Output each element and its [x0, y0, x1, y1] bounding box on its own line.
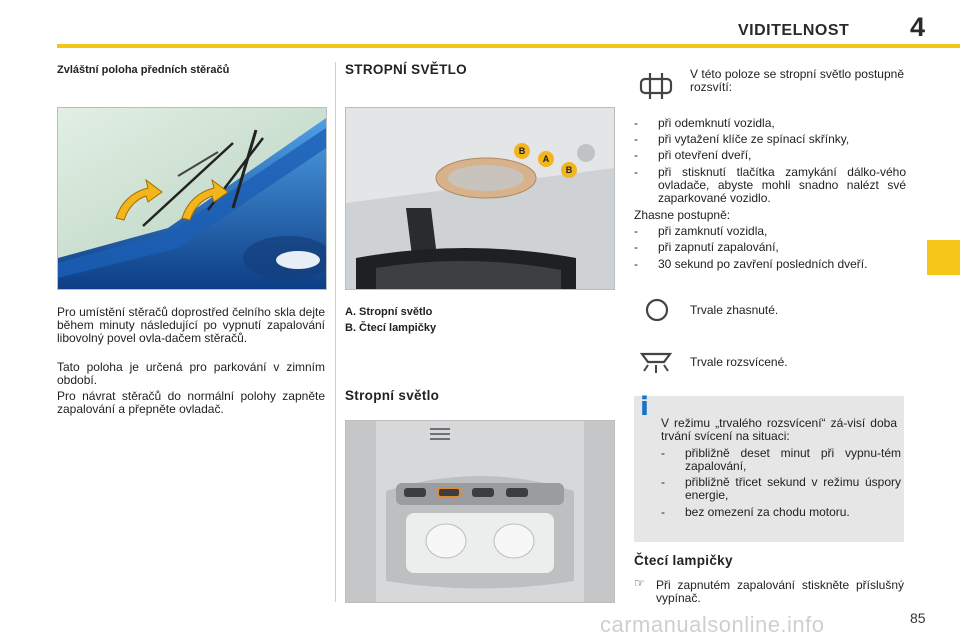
header-rule [57, 44, 960, 48]
ceiling-light-heading: STROPNÍ SVĚTLO [345, 62, 467, 77]
list-dash: - [634, 116, 638, 130]
chapter-tab [927, 240, 960, 275]
info-item-text: přibližně třicet sekund v režimu úspory energie, [685, 475, 901, 502]
wiper-paragraph-1: Pro umístění stěračů doprostřed čelního skla dejte během minuty následující po vypnutí zapalování libovolný povel ovla-dačem stěračů. [57, 305, 325, 345]
off-item-text: při zapnutí zapalování, [658, 240, 779, 254]
list-dash: - [634, 240, 638, 254]
watermark: carmanualsonline.info [600, 612, 825, 637]
info-item-text: přibližně deset minut při vypnu-tém zapalování, [685, 446, 901, 473]
on-item-text: při vytažení klíče ze spínací skřínky, [658, 132, 850, 146]
gradual-light-icon [638, 70, 674, 102]
ceiling-light-subheading: Stropní světlo [345, 388, 440, 403]
list-dash: - [634, 224, 638, 238]
tag-a: A [538, 151, 554, 167]
ceiling-overview-photo [345, 107, 615, 290]
list-dash: - [634, 148, 638, 162]
legend-b: B. Čtecí lampičky [345, 322, 437, 334]
list-dash: - [634, 165, 638, 179]
reading-lamps-heading: Čtecí lampičky [634, 553, 733, 568]
tag-b-right: B [561, 162, 577, 178]
always-off-label: Trvale zhasnuté. [690, 303, 779, 317]
list-dash: - [634, 132, 638, 146]
legend-a: A. Stropní světlo [345, 306, 433, 318]
hand-pointer-icon: ☞ [634, 576, 645, 590]
reading-lamps-text: Při zapnutém zapalování stiskněte příslušný vypínač. [656, 578, 904, 605]
always-on-label: Trvale rozsvícené. [690, 355, 788, 369]
info-item-text: bez omezení za chodu motoru. [685, 505, 850, 519]
always-off-icon [645, 298, 669, 322]
off-heading: Zhasne postupně: [634, 208, 731, 222]
list-dash: - [661, 505, 665, 519]
wiper-photo [57, 107, 327, 290]
chapter-number: 4 [910, 12, 926, 42]
on-item-text: při stisknutí tlačítka zamykání dálko-vého ovladače, abyste mohli snadno nalézt své zaparkované vozidlo. [658, 165, 906, 205]
on-item-text: při odemknutí vozidla, [658, 116, 775, 130]
list-dash: - [661, 446, 665, 460]
wiper-paragraph-3: Pro návrat stěračů do normální polohy zapněte zapalování a přepněte ovladač. [57, 389, 325, 416]
ceiling-closeup-photo [345, 420, 615, 603]
off-item-text: při zamknutí vozidla, [658, 224, 768, 238]
list-dash: - [661, 475, 665, 489]
gradual-light-intro: V této poloze se stropní světlo postupně rozsvítí: [690, 67, 904, 94]
wiper-paragraph-2: Tato poloha je určená pro parkování v zimním období. [57, 360, 325, 387]
column-divider [335, 62, 336, 602]
on-item-text: při otevření dveří, [658, 148, 752, 162]
off-item-text: 30 sekund po zavření posledních dveří. [658, 257, 868, 271]
info-text: V režimu „trvalého rozsvícení“ zá-visí doba trvání svícení na situaci: [661, 416, 897, 443]
chapter-title: VIDITELNOST [738, 22, 850, 39]
info-icon: i [640, 392, 649, 422]
wiper-heading: Zvláštní poloha předních stěračů [57, 64, 230, 76]
always-on-icon [638, 348, 674, 376]
tag-b-left: B [514, 143, 530, 159]
list-dash: - [634, 257, 638, 271]
page-number: 85 [910, 610, 926, 626]
